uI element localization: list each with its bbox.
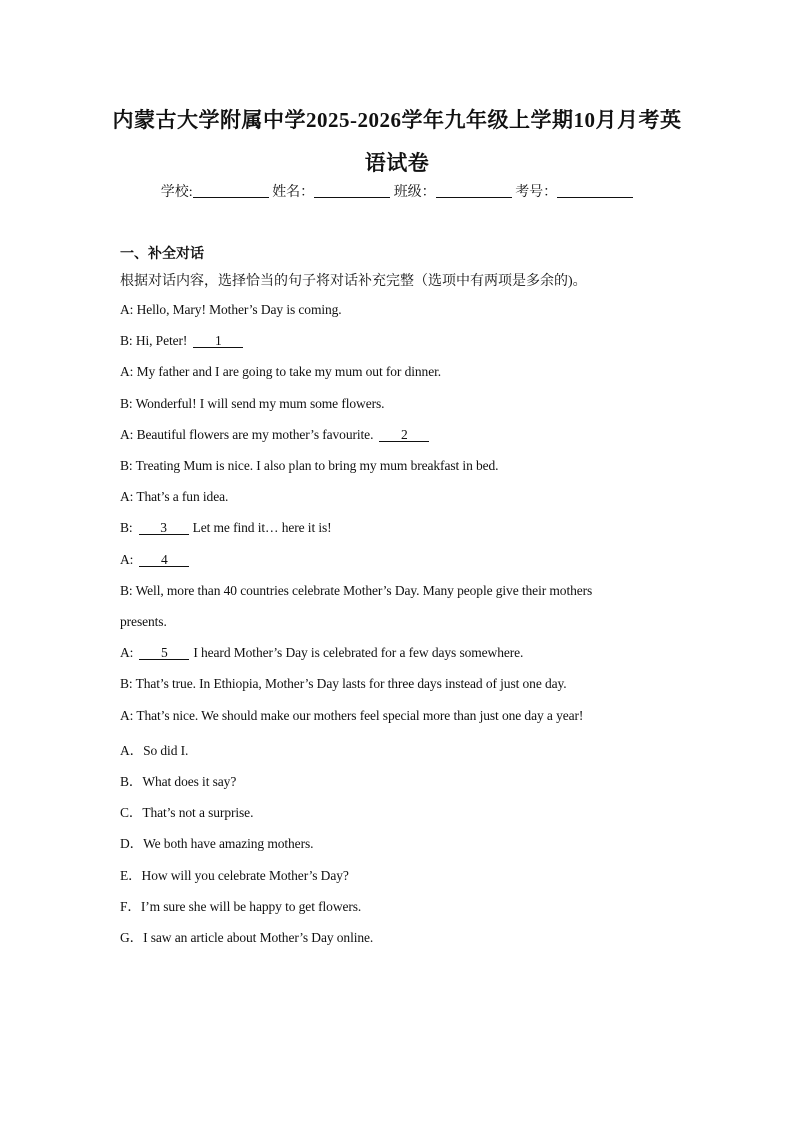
dialogue-line	[120, 302, 342, 318]
class-label: 班级：	[393, 185, 436, 200]
option-text: We both have amazing mothers.	[143, 836, 314, 852]
dialogue-text: A: That’s nice. We should make our mothers feel special more than just one day a year!	[120, 707, 584, 723]
dialogue-line	[120, 489, 228, 505]
option-item	[120, 895, 361, 915]
option-label: D．	[120, 836, 144, 852]
dialogue-line	[120, 396, 384, 412]
option-item	[120, 739, 188, 759]
option-text: What does it say?	[142, 774, 237, 789]
student-info-row	[0, 181, 794, 201]
dialogue-line	[120, 614, 167, 630]
exam-title-line-2: 语试卷	[364, 151, 430, 175]
option-text: I saw an article about Mother’s Day online.	[143, 930, 374, 945]
dialogue-text: B: Well, more than 40 countries celebrate Mother’s Day. Many people give their mothers	[120, 582, 593, 598]
answer-blank-1[interactable]: 1	[193, 334, 243, 348]
dialogue-text: B: Wonderful! I will send my mum some flowers.	[120, 395, 385, 411]
option-item	[120, 832, 313, 852]
dialogue-text: B: Hi, Peter!	[120, 333, 188, 349]
option-label: A．	[120, 742, 144, 758]
option-text: How will you celebrate Mother’s Day?	[141, 867, 349, 883]
name-label: 姓名：	[272, 185, 315, 200]
section-instruction: 根据对话内容，选择恰当的句子将对话补充完整（选项中有两项是多余的)。	[120, 274, 587, 289]
option-item	[120, 926, 373, 946]
dialogue-line	[120, 520, 332, 536]
exam-number-label: 考号：	[515, 185, 558, 200]
name-blank[interactable]	[314, 183, 390, 198]
dialogue-line	[120, 645, 523, 661]
school-label: 学校:	[160, 185, 193, 200]
dialogue-text: B: That’s true. In Ethiopia, Mother’s Day lasts for three days instead of just one day.	[120, 676, 567, 692]
exam-title-line-1: 内蒙古大学附属中学2025-2026学年九年级上学期10月月考英	[112, 108, 682, 132]
dialogue-text: A: Hello, Mary! Mother’s Day is coming.	[120, 302, 342, 317]
option-item	[120, 801, 253, 821]
option-label: F．	[120, 898, 141, 914]
answer-blank-5[interactable]: 5	[139, 646, 189, 660]
exam-number-blank[interactable]	[557, 183, 633, 198]
option-label: G．	[120, 930, 144, 945]
dialogue-text: A:	[120, 645, 134, 661]
dialogue-line	[120, 552, 193, 568]
class-blank[interactable]	[436, 183, 512, 198]
dialogue-text-after-blank: I heard Mother’s Day is celebrated for a few days somewhere.	[193, 645, 524, 661]
school-blank[interactable]	[193, 183, 269, 198]
dialogue-line	[120, 364, 441, 380]
option-label: C．	[120, 805, 143, 821]
option-text: So did I.	[143, 742, 189, 758]
option-label: B．	[120, 774, 143, 789]
dialogue-line	[120, 583, 592, 599]
dialogue-text: A: Beautiful flowers are my mother’s favourite.	[120, 426, 374, 442]
option-text: That’s not a surprise.	[142, 805, 254, 821]
dialogue-line	[120, 676, 567, 692]
option-item	[120, 770, 236, 790]
dialogue-text: presents.	[120, 614, 167, 629]
dialogue-text: A: My father and I are going to take my mum out for dinner.	[120, 364, 442, 380]
dialogue-text: B: Treating Mum is nice. I also plan to bring my mum breakfast in bed.	[120, 458, 499, 473]
answer-blank-3[interactable]: 3	[139, 521, 189, 535]
dialogue-text: A: That’s a fun idea.	[120, 489, 229, 505]
dialogue-text: B:	[120, 520, 133, 536]
option-label: E．	[120, 867, 142, 883]
dialogue-line	[120, 427, 433, 443]
dialogue-line	[120, 708, 583, 724]
section-title: 一、补全对话	[120, 247, 204, 262]
dialogue-line	[120, 458, 498, 474]
answer-blank-2[interactable]: 2	[379, 428, 429, 442]
answer-blank-4[interactable]: 4	[139, 553, 189, 567]
option-text: I’m sure she will be happy to get flowers.	[140, 898, 362, 914]
option-item	[120, 864, 349, 884]
dialogue-line	[120, 333, 247, 349]
dialogue-text: A:	[120, 551, 134, 567]
dialogue-text-after-blank: Let me find it… here it is!	[192, 520, 332, 536]
